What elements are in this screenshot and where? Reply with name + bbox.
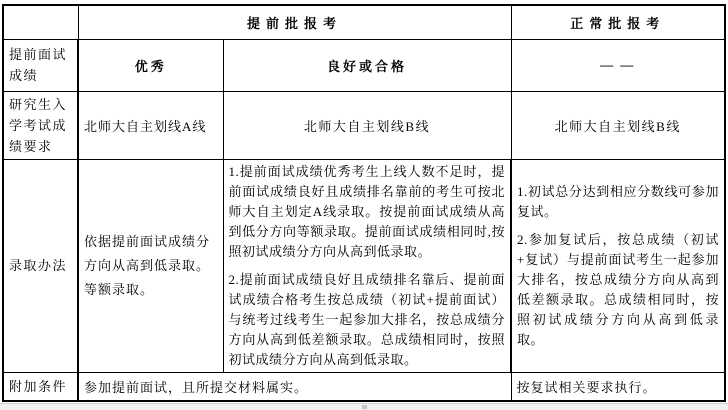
cell-exam-good: 北师大自主划线B线 [223, 91, 511, 159]
header-normal-batch: 正常批报考 [511, 5, 725, 39]
admission-table [2, 4, 726, 402]
page-center-mark [362, 405, 367, 409]
cell-extra-advance: 参加提前面试，且所提交材料属实。 [78, 372, 511, 401]
window-bottom-strip [0, 403, 728, 410]
cell-extra-normal: 按复试相关要求执行。 [511, 372, 725, 401]
admission-good-item-2: 2.提前面试成绩良好且成绩排名靠后、提前面试成绩合格考生按总成绩（初试+提前面试）与统考过线考生一起参加大排名，按总成绩分方向从高到低差额录取。总成绩相同时，按照初试成绩分方向从高到低录取。 [228, 271, 506, 367]
admission-good-item-1: 1.提前面试成绩优秀考生上线人数不足时，提前面试成绩良好且成绩排名靠前的考生可按北师大自主划定A线录取。按提前面试成绩从高到低分方向等额录取。提前面试成绩相同时,按照初试成绩分方向从高到低录取。 [228, 163, 506, 259]
corner-cell [3, 5, 78, 39]
cell-interview-good: 良好或合格 [223, 39, 511, 91]
cell-interview-normal-dash: — — [511, 39, 725, 91]
exam-score-row [3, 91, 725, 159]
interview-score-row [3, 39, 725, 91]
row-label-admission-method: 录取办法 [3, 159, 78, 372]
row-label-extra-condition: 附加条件 [3, 372, 78, 401]
header-advance-batch: 提前批报考 [78, 5, 511, 39]
cell-admission-excellent: 依据提前面试成绩分方向从高到低录取。等额录取。 [78, 159, 223, 372]
cell-interview-excellent: 优秀 [78, 39, 223, 91]
admission-normal-item-1: 1.初试总分达到相应分数线可参加复试。 [517, 183, 720, 219]
cell-exam-excellent: 北师大自主划线A线 [78, 91, 223, 159]
row-label-exam-score: 研究生入学考试成绩要求 [3, 91, 78, 159]
cell-admission-normal [511, 159, 725, 372]
extra-condition-row [3, 372, 725, 401]
cell-admission-good [223, 159, 511, 372]
cell-exam-normal: 北师大自主划线B线 [511, 91, 725, 159]
admission-normal-item-2: 2.参加复试后，按总成绩（初试+复试）与提前面试考生一起参加大排名，按总成绩分方向从高到低差额录取。总成绩相同时，按照初试成绩分方向从高到低录取。 [517, 231, 720, 347]
header-row [3, 5, 725, 39]
admission-method-row [3, 159, 725, 372]
row-label-interview-score: 提前面试成绩 [3, 39, 78, 91]
